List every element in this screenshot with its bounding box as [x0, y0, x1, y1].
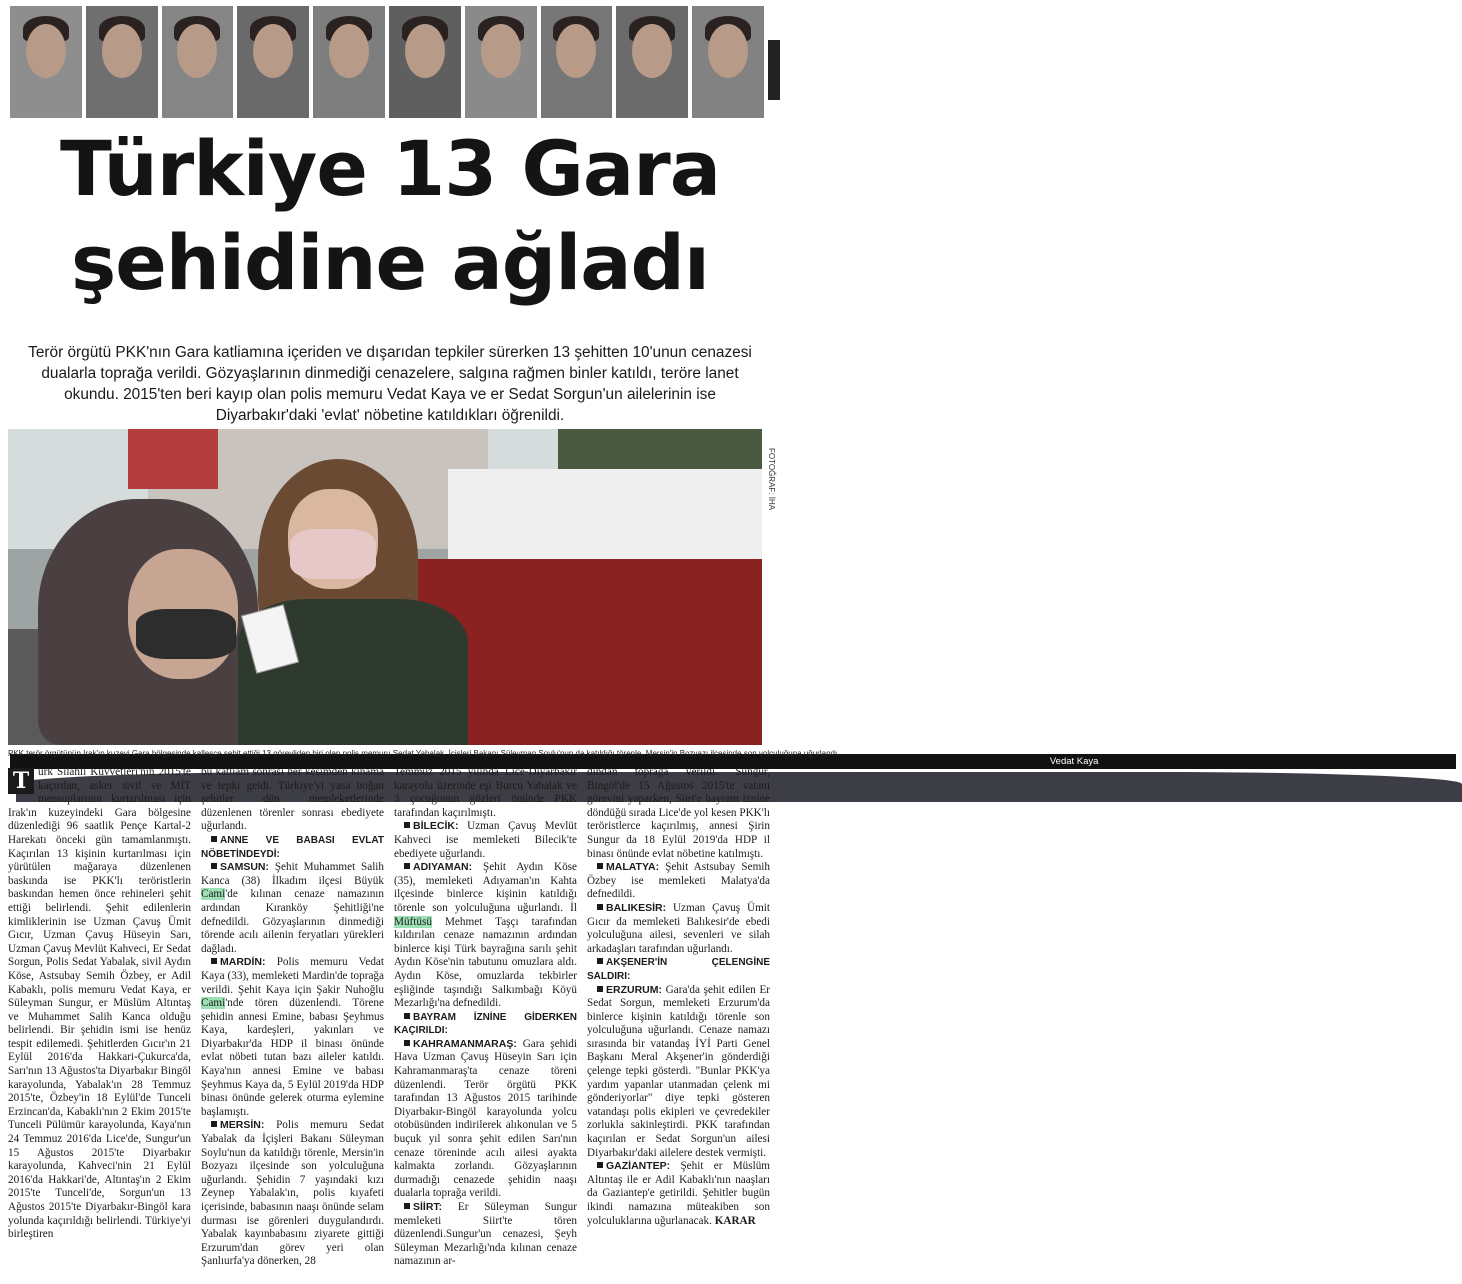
- portrait: [616, 6, 688, 118]
- article-column-4: dından toprağa verildi. Sungur, Bingöl'de 15 Ağustos 2015'te vatani görevini yaparken, Siirt'e bayram iznine döndüğü sırada Lice'de yol kesen PKK'lı teröristlerce kaçırılmış, annesi Şirin Sungur da 18 Eylül 2019'da HDP il binası önünde evlat nöbetine katılmıştı. MALATYA: Şehit Astsubay Semih Özbey ise memleketi Malatya'da defnedildi. BALIKESİR: Uzman Çavuş Ümit Gıcır da memleketi Balıkesir'de ebedi yolculuğuna ailesi, sevenleri ve silah arkadaşları tarafından uğurlandı. AKŞENER'İN ÇELENGİNE SALDIRI: ERZURUM: Gara'da şehit edilen Er Sedat Sorgun, memleketi Erzurum'da binlerce kişinin katıldığı törenle son yolculuğuna uğurlandı. Cenaze namazı sırasında bir vatandaş İYİ Parti Genel Başkanı Meral Akşener'in gönderdiği çelenge tepki gösterdi. "Bunlar PKK'ya yardım yapanlar utanmadan çelenk mi gönderiyorlar" diye tepki gösteren vatandaşı polis ekipleri ve çevredekiler zorlukla sakinleştirdi. PKK tarafından kaçırılan er Sedat Sorgun'un ailesi Diyarbakır'daki ailelere destek vermişti. GAZİANTEP: Şehit er Müslüm Altıntaş ile er Adil Kabaklı'nın naaşları da Gaziantep'e getirildi. Şehitler bugün ikindi namazına müteakiben son yolculuklarına uğurlanacak. KARAR: [587, 766, 770, 1227]
- photo-caption: PKK terör örgütünün Irak'ın kuzeyi Gara bölgesinde kalleşçe şehit ettiği 13 görevliden biri olan polis memuru Sedat Yabalak, İçişleri Bakanı Süleyman Soylu'nun da katıldığı törenle, Mersin'in Bozyazı ilçesinde son yolculuğuna uğurlandı.: [8, 749, 840, 758]
- page-edge-strip: [768, 40, 780, 100]
- highlighted-word: Cami: [201, 997, 226, 1010]
- portrait: [313, 6, 385, 118]
- city-label: MARDİN:: [211, 956, 266, 968]
- dropcap: T: [8, 768, 34, 794]
- article-body: [8, 766, 772, 1282]
- city-label: MALATYA:: [597, 861, 659, 873]
- paragraph: bu katliam sonrası her kesimden kınama ve tepki geldi. Türkiye'yi yasa boğan şehitler dün memleketlerinde düzenlenen törenler sonrası ebediyete uğurlandı.: [201, 766, 384, 833]
- article-column-1: [8, 766, 191, 1282]
- headline-line-2: şehidine ağladı: [71, 218, 709, 307]
- headline-line-1: Türkiye 13 Gara: [60, 124, 720, 213]
- paragraph: ürk Silahlı Kuvvetleri'nin 2015'te kaçırılan, asker sivil ve MİT mensuplarının kurtarılması için Irak'ın kuzeyindeki Gara bölgesine düzenlediği 96 saatlik Pençe Kartal-2 Harekatı önceki gün tamamlanmıştı. Kaçırılan 13 kişinin kurtarılması için yürütülen mağaraya düzenlenen baskında ise PKK'lı teröristlerin baskından hemen önce rehineleri şehit ettiği belirlendi. Şehit edilenlerin kimliklerinin ise Uzman Çavuş Ümit Gıcır, Uzman Çavuş Hüseyin Sarı, Uzman Çavuş Mevlüt Kahveci, Er Sedat Sorgun, Polis Sedat Yabalak, sivil Aydın Köse, Astsubay Semih Özbey, er Adil Kabaklı, polis memuru Vedat Kaya, er Süleyman Sungur, er Müslüm Altıntaş ve Muhammet Salih Kanca olduğu belirlendi. Bir şehidin ismi ise henüz tespit edilemedi. Şehitlerden Gıcır'ın 21 Eylül 2016'da Hakkari-Çukurca'da, Sarı'nın 13 Ağustos'ta Diyarbakır Bingöl karayolunda, Yabalak'ın 28 Temmuz 2015'te, Özbey'in 18 Eylül'de Tunceli Erzincan'da, Kabaklı'nın 2 Ekim 2015'te Tunceli Pülümür karayolunda, Kaya'nın 24 Temmuz 2016'da Lice'de, Sungur'un 15 Ağustos 2015'te Diyarbakır karayolunda, Kahveci'nin 21 Eylül 2016'da Hakkari'de, Altıntaş'ın 2 Ekim 2015'te Tunceli'de, Sorgun'un 13 Ağustos 2015'te Diyarbakır-Bingöl kara yolunda kaçırıldığı belirlendi. Türkiye'yi birleştiren: [8, 766, 191, 1241]
- subheading: AKŞENER'İN ÇELENGİNE SALDIRI:: [587, 957, 770, 982]
- highlighted-word: Müftüsü: [394, 915, 432, 928]
- paragraph: Temmuz 2015 yılında Lice-Diyarbakır karayolu üzerinde eşi Burcu Yabalak ve 3 çocuğunun gözleri önünde PKK tarafından kaçırılmıştı.: [394, 766, 577, 819]
- city-label: KAHRAMANMARAŞ:: [404, 1038, 517, 1050]
- paragraph: dından toprağa verildi. Sungur, Bingöl'de 15 Ağustos 2015'te vatani görevini yaparken, Siirt'e bayram iznine döndüğü sırada Lice'de yol kesen PKK'lı teröristlerce kaçırılmış, annesi Şirin Sungur da 18 Eylül 2019'da HDP il binası önünde evlat nöbetine katılmıştı.: [587, 766, 770, 860]
- subheading: BAYRAM İZNİNE GİDERKEN KAÇIRILDI:: [394, 1011, 577, 1037]
- portrait: [10, 6, 82, 118]
- portrait: [86, 6, 158, 118]
- article-column-2: bu katliam sonrası her kesimden kınama ve tepki geldi. Türkiye'yi yasa boğan şehitler dün memleketlerinde düzenlenen törenler sonrası ebediyete uğurlandı. ANNE VE BABASI EVLAT NÖBETİNDEYDİ: SAMSUN: Şehit Muhammet Salih Kanca (38) İlkadım ilçesi Büyük Cami'de kılınan cenaze namazının ardından Kıranköy Şehitliği'ne defnedildi. Gözyaşlarının dinmediği törende acılı ailenin feryatları yürekleri dağladı. MARDİN: Polis memuru Vedat Kaya (33), memleketi Mardin'de toprağa verildi. Şehit Kaya için Şakir Nuhoğlu Cami'nde tören düzenlendi. Törene şehidin annesi Emine, babası Şeyhmus Kaya, kardeşleri, yakınları ve Diyarbakır'da HDP il binası önünde evlat nöbeti tutan bazı aileler katıldı. Kaya'nın annesi Emine ve babası Şeyhmus Kaya da, 5 Eylül 2019'da HDP binası önünde gelerek oturma eylemine başlamıştı. MERSİN: Polis memuru Sedat Yabalak da İçişleri Bakanı Süleyman Soylu'nun da katıldığı törenle, Mersin'in Bozyazı ilçesinde son yolculuğuna uğurlandı. Şehidin 7 yaşındaki kızı Zeynep Yabalak'ın, polis kıyafeti içerisinde, babasının naaşı önünde selam durması ise görenleri duygulandırdı. Yabalak kayınbabasını ziyarete gittiği Erzurum'dan görev yeri olan Şanlıurfa'ya dönerken, 28: [201, 766, 385, 1268]
- portrait: [465, 6, 537, 118]
- city-label: BALIKESİR:: [597, 902, 666, 914]
- portrait: [389, 6, 461, 118]
- city-label: MERSİN:: [211, 1119, 264, 1131]
- byline: KARAR: [714, 1214, 756, 1227]
- portrait: [237, 6, 309, 118]
- portrait: [541, 6, 613, 118]
- highlighted-word: Cami: [201, 888, 226, 901]
- city-label: SAMSUN:: [211, 861, 269, 873]
- city-label: BİLECİK:: [404, 820, 459, 832]
- subheading: ANNE VE BABASI EVLAT NÖBETİNDEYDİ:: [201, 834, 384, 860]
- article-column-3: Temmuz 2015 yılında Lice-Diyarbakır karayolu üzerinde eşi Burcu Yabalak ve 3 çocuğunun gözleri önünde PKK tarafından kaçırılmıştı. BİLECİK: Uzman Çavuş Mevlüt Kahveci ise memleketi Bilecik'te ebediyete uğurlandı. ADIYAMAN: Şehit Aydın Köse (35), memleketi Adıyaman'ın Kahta ilçesinde binlerce kişinin katıldığı törenle son yolculuğuna uğurlandı. İl Müftüsü Mehmet Taşçı tarafından kıldırılan cenaze namazının ardından binlerce kişi Türk bayrağına sarılı şehit Aydın Köse'nin tabutunu omuzlara aldı. Aydın Köse, omuzlarda tekbirler eşliğinde taşındığı Salkımbağı Köyü Mezarlığı'na defnedildi. BAYRAM İZNİNE GİDERKEN KAÇIRILDI: KAHRAMANMARAŞ: Gara şehidi Hava Uzman Çavuş Hüseyin Sarı için Kahramanmaraş'ta cenaze töreni düzenlendi. Terör örgütü PKK tarafından 13 Ağustos 2015 tarihinde Diyarbakır-Bingöl karayolunda yolcu otobüsünden indirilerek alıkonulan ve 5 buçuk yıl sonra şehit edilen Sarı'nın cenaze töreninde acılı ailesi ayakta kalmakta zorlandı. Gözyaşlarının durmadığı cenazede şehidin naaşı dualarla toprağa verildi. SİİRT: Er Süleyman Sungur memleketi Siirt'te tören düzenlendi.Sungur'un cenazesi, Şeyh Süleyman Mezarlığı'nda kılınan cenaze namazının ar-: [394, 766, 578, 1268]
- portrait-name: Vedat Kaya: [692, 754, 1456, 769]
- portrait: [162, 6, 234, 118]
- funeral-photo: [8, 429, 762, 745]
- city-label: ADIYAMAN:: [404, 861, 472, 873]
- article-deck: Terör örgütü PKK'nın Gara katliamına içeriden ve dışarıdan tepkiler sürerken 13 şehitten 10'unun cenazesi dualarla toprağa verildi. Gözyaşlarının dinmediği cenazelere, salgına rağmen binler katıldı, teröre lanet okundu. 2015'ten beri kayıp olan polis memuru Vedat Kaya ve er Sedat Sorgun'un ailelerinin ise Diyarbakır'daki 'evlat' nöbetine katıldıkları öğrenildi.: [28, 344, 752, 424]
- city-label: SİİRT:: [404, 1201, 442, 1213]
- city-label: ERZURUM:: [597, 984, 662, 996]
- city-label: GAZİANTEP:: [597, 1160, 670, 1172]
- photo-credit: FOTOĞRAF: İHA: [767, 448, 776, 511]
